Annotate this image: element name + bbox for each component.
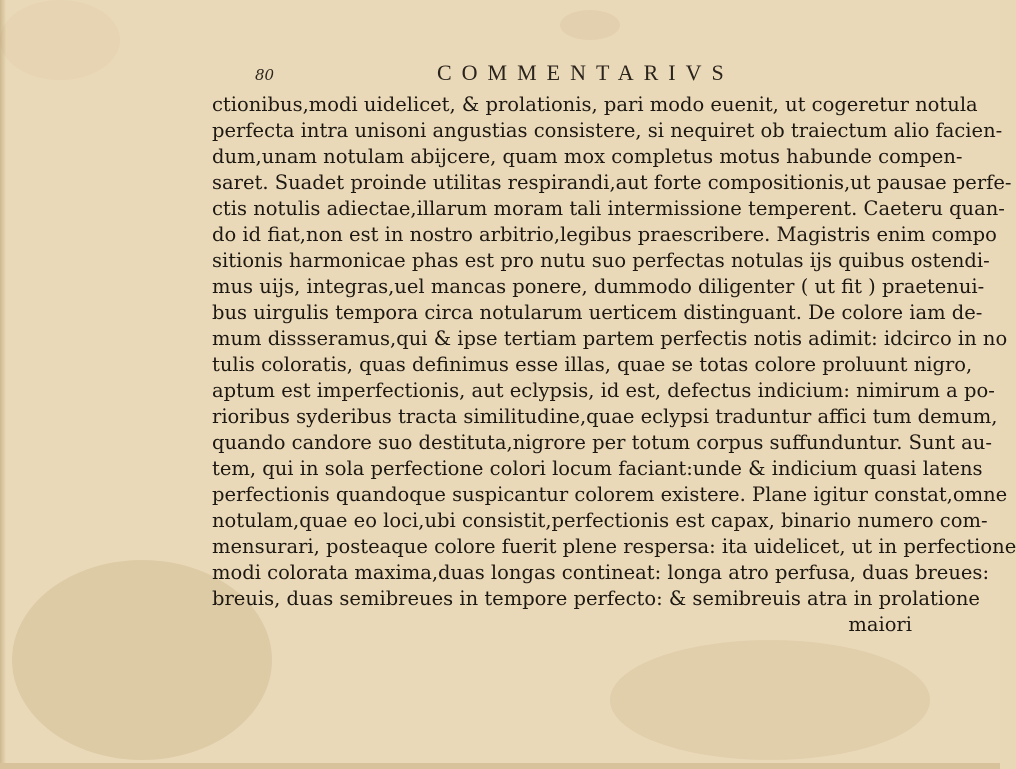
text-line: tulis coloratis, quas definimus esse illas, quae se totas colore proluunt nigro,: [212, 353, 973, 376]
text-line: ctionibus,modi uidelicet, & prolationis, pari modo euenit, ut cogeretur notula: [212, 93, 978, 116]
running-title: COMMENTARIVS: [437, 60, 734, 85]
text-line: mum dissseramus,qui & ipse tertiam partem perfectis notis adimit: idcirco in no: [212, 327, 1008, 350]
text-line: aptum est imperfectionis, aut eclypsis, id est, defectus indicium: nimirum a po-: [212, 379, 995, 402]
text-line: do id fiat,non est in nostro arbitrio,legibus praescribere. Magistris enim compo: [212, 223, 997, 246]
folio-number: 80: [255, 66, 275, 84]
page-edge-bottom: [0, 763, 1000, 769]
text-line: perfectionis quandoque suspicantur colorem existere. Plane igitur constat,omne: [212, 483, 1008, 506]
text-block: [212, 92, 1016, 638]
text-line: perfecta intra unisoni angustias consistere, si nequiret ob traiectum alio facien-: [212, 119, 1003, 142]
paper-stain: [560, 10, 620, 40]
text-line: sitionis harmonicae phas est pro nutu suo perfectas notulas ijs quibus ostendi-: [212, 249, 990, 272]
text-line: notulam,quae eo loci,ubi consistit,perfectionis est capax, binario numero com-: [212, 509, 988, 532]
catchword: maiori: [848, 613, 912, 636]
text-line: dum,unam notulam abijcere, quam mox completus motus habunde compen-: [212, 145, 963, 168]
page-edge-left: [0, 0, 6, 769]
text-line: tem, qui in sola perfectione colori locum faciant:unde & indicium quasi latens: [212, 457, 983, 480]
text-line: bus uirgulis tempora circa notularum uerticem distinguant. De colore iam de-: [212, 301, 983, 324]
paper-stain: [0, 0, 120, 80]
text-line: saret. Suadet proinde utilitas respirandi,aut forte compositionis,ut pausae perfe-: [212, 171, 1012, 194]
text-line: rioribus syderibus tracta similitudine,quae eclypsi traduntur affici tum demum,: [212, 405, 998, 428]
paper-stain: [610, 640, 930, 760]
text-line: ctis notulis adiectae,illarum moram tali intermissione temperent. Caeteru quan-: [212, 197, 1005, 220]
text-line: mensurari, posteaque colore fuerit plene respersa: ita uidelicet, ut in perfectione: [212, 535, 1016, 558]
text-line: modi colorata maxima,duas longas contineat: longa atro perfusa, duas breues:: [212, 561, 990, 584]
text-line: quando candore suo destituta,nigrore per totum corpus suffunduntur. Sunt au-: [212, 431, 992, 454]
text-line: breuis, duas semibreues in tempore perfecto: & semibreuis atra in prolatione: [212, 587, 980, 610]
page-header: [255, 60, 775, 90]
text-line: mus uijs, integras,uel mancas ponere, dummodo diligenter ( ut fit ) praetenui-: [212, 275, 985, 298]
